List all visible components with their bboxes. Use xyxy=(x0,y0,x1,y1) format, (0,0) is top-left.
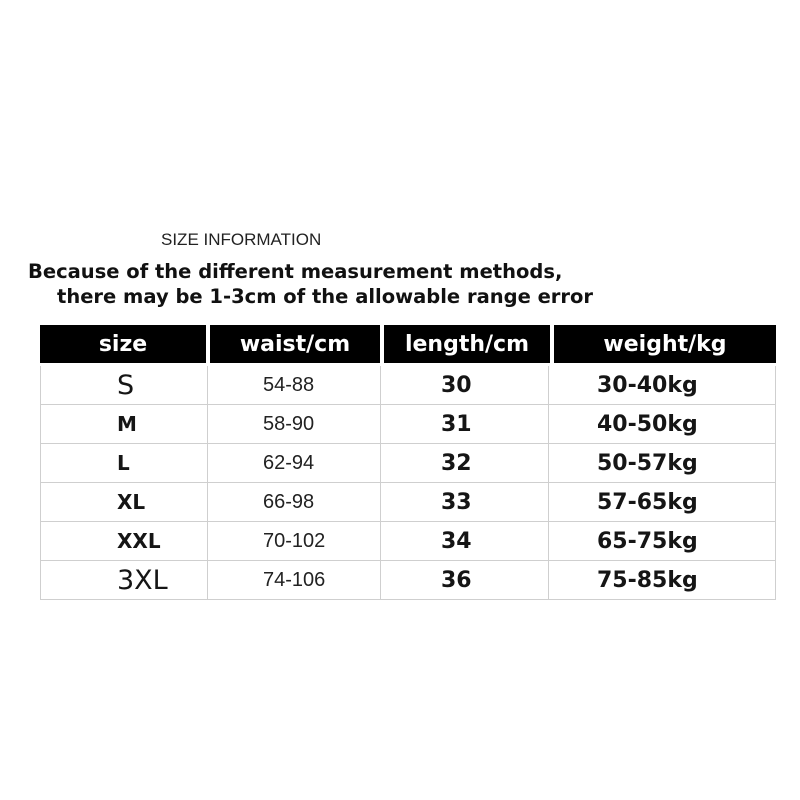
cell-weight xyxy=(549,483,776,521)
cell-weight xyxy=(549,366,776,404)
size-value: XL xyxy=(117,490,146,514)
table-row-xxl xyxy=(40,522,776,561)
cell-length xyxy=(381,561,549,599)
table-row-l xyxy=(40,444,776,483)
table-row-s xyxy=(40,366,776,405)
header-size: size xyxy=(40,325,206,363)
size-value: M xyxy=(117,412,137,436)
cell-waist xyxy=(208,366,381,404)
size-information-heading: SIZE INFORMATION xyxy=(161,230,322,249)
length-value: 30 xyxy=(441,372,472,398)
cell-size xyxy=(40,366,208,404)
cell-waist xyxy=(208,444,381,482)
header-weight: weight/kg xyxy=(554,325,776,363)
waist-value: 74-106 xyxy=(263,568,326,591)
length-value: 31 xyxy=(441,411,472,437)
cell-length xyxy=(381,405,549,443)
table-row-3xl xyxy=(40,561,776,600)
size-chart-table xyxy=(40,325,776,600)
cell-waist xyxy=(208,561,381,599)
cell-waist xyxy=(208,405,381,443)
cell-size xyxy=(40,561,208,599)
size-value: XXL xyxy=(117,529,161,553)
length-value: 33 xyxy=(441,489,472,515)
cell-length xyxy=(381,483,549,521)
waist-value: 54-88 xyxy=(263,373,315,396)
size-value: L xyxy=(117,451,130,475)
size-chart-header-row xyxy=(40,325,776,363)
weight-value: 30-40kg xyxy=(597,372,698,398)
cell-length xyxy=(381,522,549,560)
length-value: 32 xyxy=(441,450,472,476)
cell-size xyxy=(40,444,208,482)
length-value: 36 xyxy=(441,567,472,593)
weight-value: 40-50kg xyxy=(597,411,698,437)
cell-size xyxy=(40,522,208,560)
weight-value: 57-65kg xyxy=(597,489,698,515)
cell-size xyxy=(40,405,208,443)
waist-value: 62-94 xyxy=(263,451,315,474)
table-row-m xyxy=(40,405,776,444)
cell-size xyxy=(40,483,208,521)
waist-value: 70-102 xyxy=(263,529,326,552)
weight-value: 50-57kg xyxy=(597,450,698,476)
cell-weight xyxy=(549,405,776,443)
header-waist: waist/cm xyxy=(210,325,380,363)
cell-weight xyxy=(549,444,776,482)
waist-value: 58-90 xyxy=(263,412,315,435)
weight-value: 75-85kg xyxy=(597,567,698,593)
cell-weight xyxy=(549,522,776,560)
length-value: 34 xyxy=(441,528,472,554)
table-row-xl xyxy=(40,483,776,522)
weight-value: 65-75kg xyxy=(597,528,698,554)
header-length: length/cm xyxy=(384,325,550,363)
cell-length xyxy=(381,444,549,482)
cell-weight xyxy=(549,561,776,599)
waist-value: 66-98 xyxy=(263,490,315,513)
cell-waist xyxy=(208,522,381,560)
measurement-notice-line-2: there may be 1-3cm of the allowable range error xyxy=(57,285,594,308)
size-value: S xyxy=(117,369,135,401)
measurement-notice-line-1: Because of the different measurement methods, xyxy=(28,260,563,283)
cell-length xyxy=(381,366,549,404)
cell-waist xyxy=(208,483,381,521)
size-value: 3XL xyxy=(117,564,168,596)
